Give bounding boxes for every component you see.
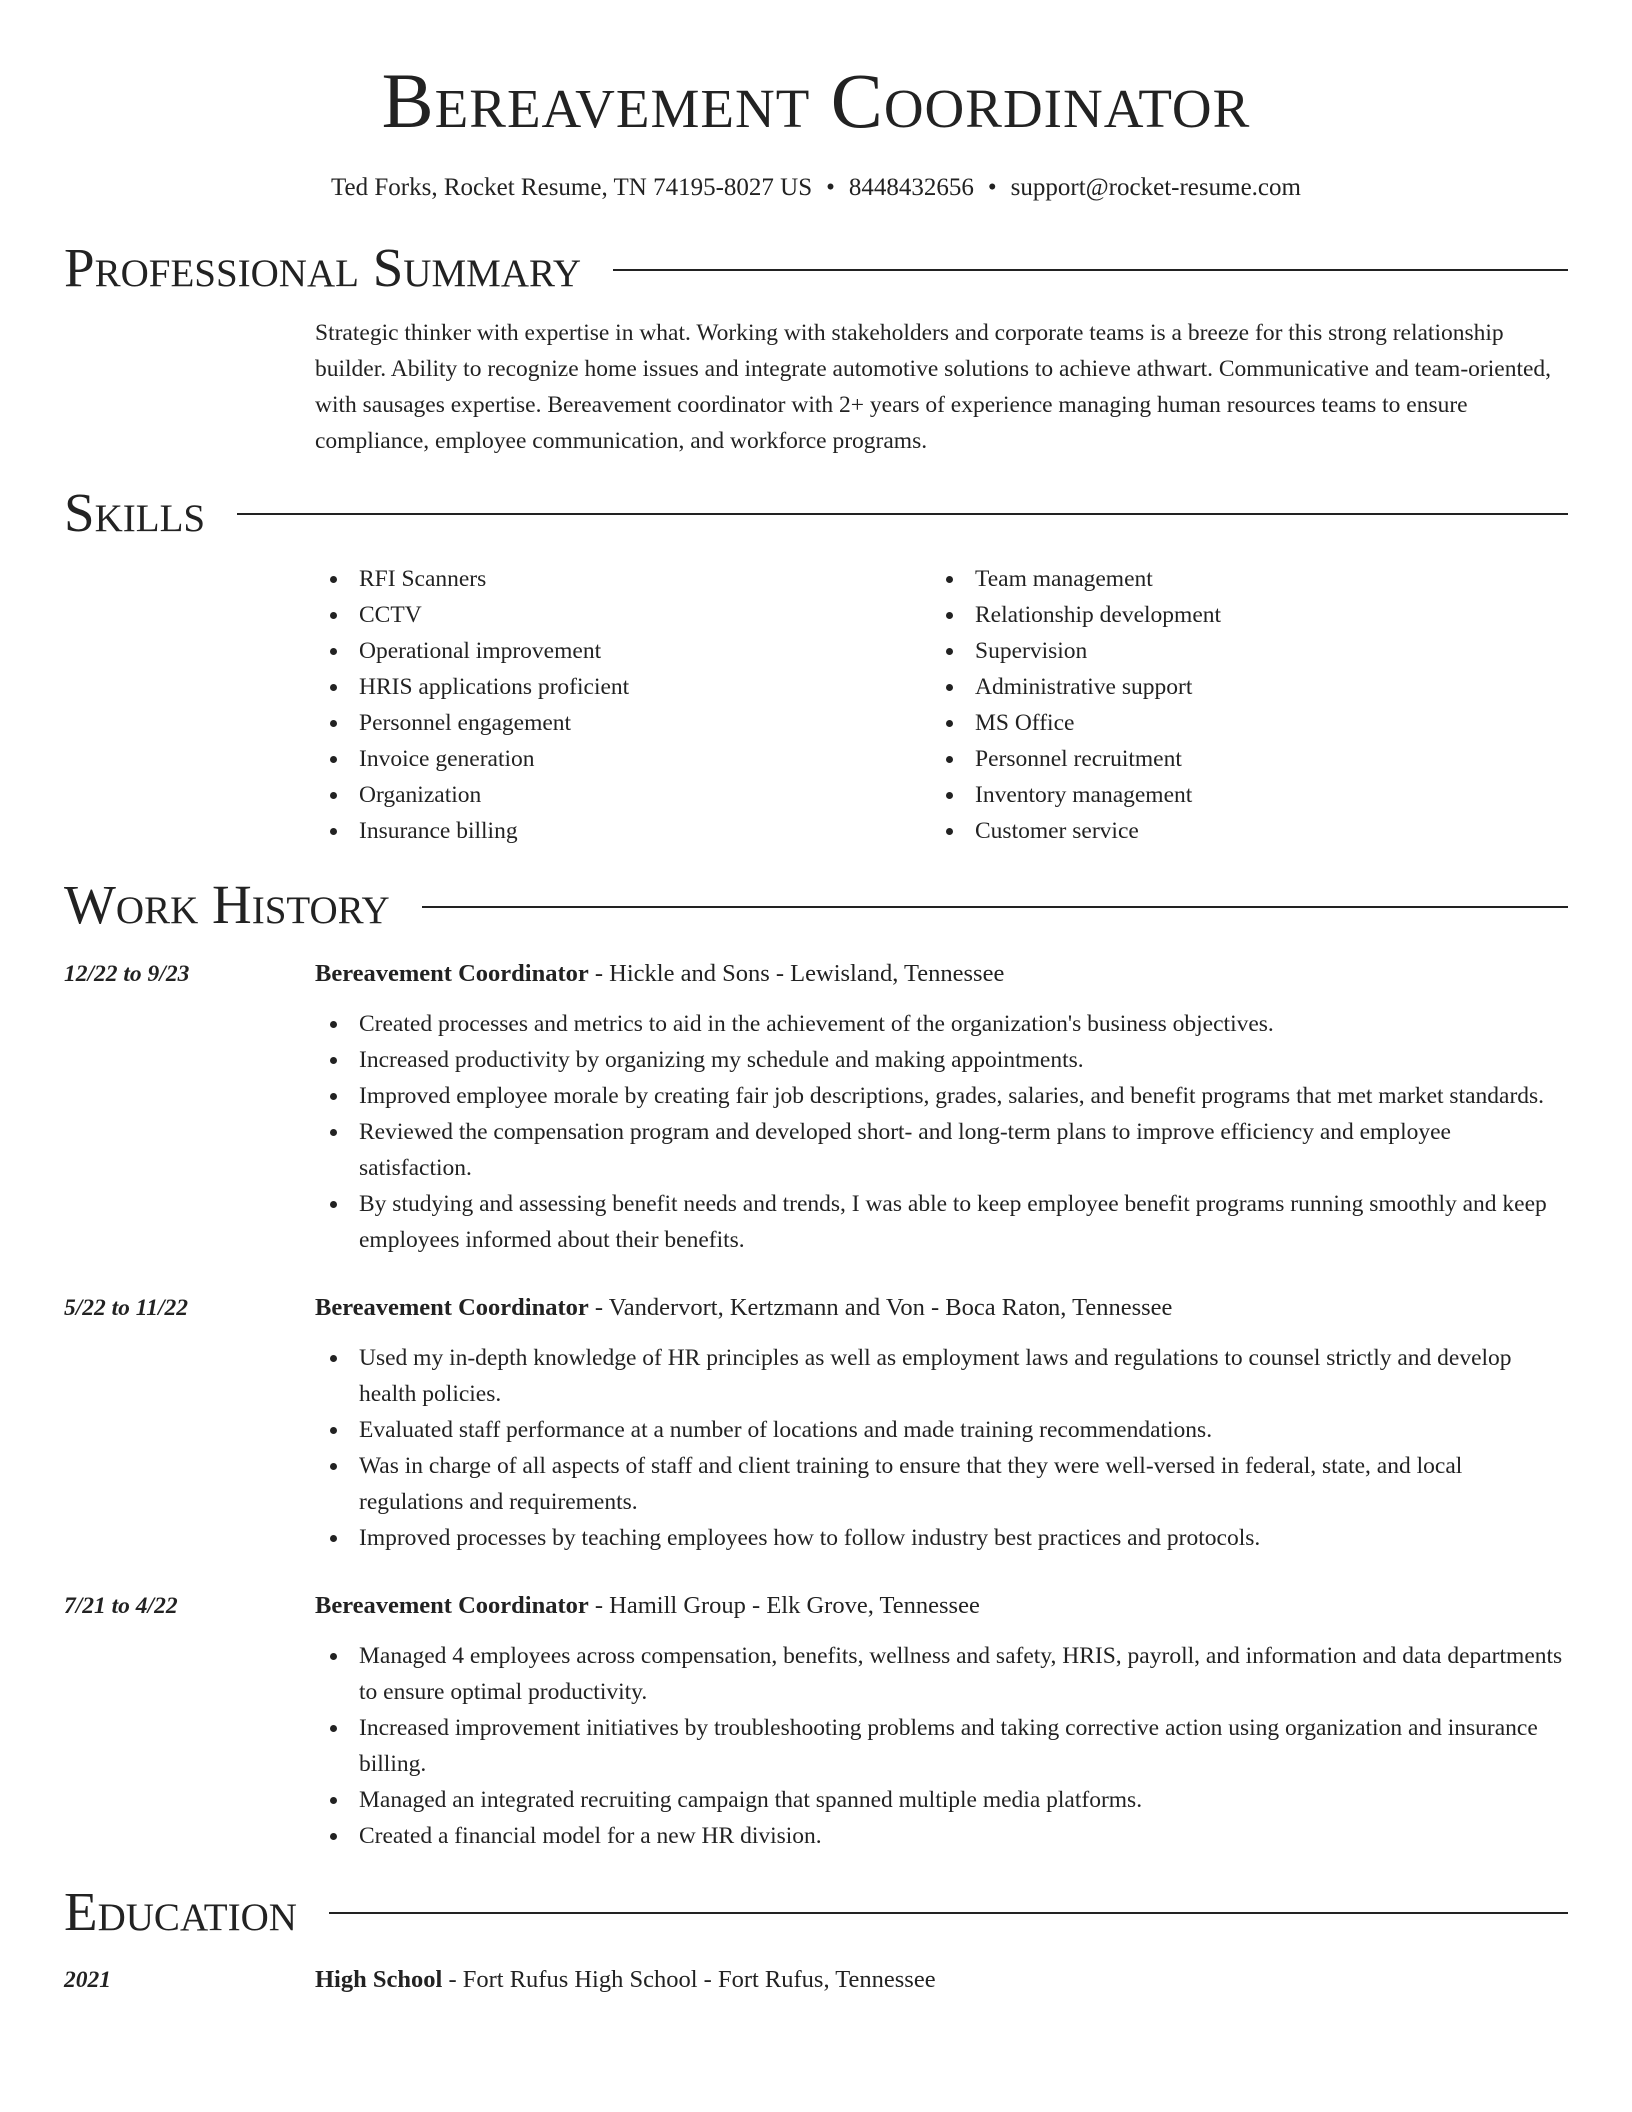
job-bullets [315,1340,1568,1556]
job-bullet: Evaluated staff performance at a number of locations and made training recommendations. [315,1412,1568,1448]
job-headline [315,956,1568,992]
education-title: Education [64,1880,297,1942]
job-body [315,1588,1568,1854]
job-bullet: Managed 4 employees across compensation, benefits, wellness and safety, HRIS, payroll, and information and data departments to ensure optimal productivity. [315,1638,1568,1710]
job-headline [315,1290,1568,1326]
skill-item: CCTV [315,597,931,633]
job-headline [315,1588,1568,1624]
skill-item: Operational improvement [315,633,931,669]
skill-item: Inventory management [931,777,1547,813]
education-section-header [64,1882,1568,1943]
job-company: - Vandervort, Kertzmann and Von - Boca Raton, Tennessee [588,1293,1173,1321]
job-bullet: Increased improvement initiatives by troubleshooting problems and taking corrective action using organization and insurance billing. [315,1710,1568,1782]
work-title: Work History [64,874,390,936]
job-bullet: Increased productivity by organizing my schedule and making appointments. [315,1042,1568,1078]
skill-item: Personnel recruitment [931,741,1547,777]
skill-item: Administrative support [931,669,1547,705]
skills-section-header [64,483,1568,544]
job-entry [64,1290,1568,1556]
job-bullet: Used my in-depth knowledge of HR principles as well as employment laws and regulations to counsel strictly and develop health policies. [315,1340,1568,1412]
contact-email: support@rocket-resume.com [1010,173,1301,201]
job-bullets [315,1638,1568,1854]
job-role: Bereavement Coordinator [315,959,589,987]
contact-address: Ted Forks, Rocket Resume, TN 74195-8027 US [331,173,813,201]
job-entry [64,1588,1568,1854]
contact-line [64,172,1568,205]
summary-section [315,315,1568,459]
summary-section-header [64,238,1568,299]
section-divider [613,269,1568,271]
job-dates: 12/22 to 9/23 [64,960,190,987]
job-entry [64,956,1568,1258]
job-body [315,1290,1568,1556]
job-company: - Hamill Group - Elk Grove, Tennessee [588,1591,980,1619]
skill-item: Invoice generation [315,741,931,777]
job-bullet: Reviewed the compensation program and developed short- and long-term plans to improve efficiency and employee satisfaction. [315,1114,1568,1186]
job-bullet: Created processes and metrics to aid in the achievement of the organization's business objectives. [315,1006,1568,1042]
section-divider [422,906,1568,908]
job-bullet: Improved employee morale by creating fair job descriptions, grades, salaries, and benefit programs that met market standards. [315,1078,1568,1114]
education-headline [315,1962,1568,1998]
job-bullet: By studying and assessing benefit needs and trends, I was able to keep employee benefit programs running smoothly and keep employees informed about their benefits. [315,1186,1568,1258]
job-dates: 5/22 to 11/22 [64,1294,189,1321]
skill-item: Team management [931,561,1547,597]
job-bullet: Improved processes by teaching employees how to follow industry best practices and protocols. [315,1520,1568,1556]
section-divider [237,513,1568,515]
skill-item: Organization [315,777,931,813]
skills-column-right [931,561,1547,849]
job-company: - Hickle and Sons - Lewisland, Tennessee [588,959,1005,987]
skills-list [315,561,1568,849]
education-body [315,1962,1568,1998]
education-degree: High School [315,1966,443,1994]
skill-item: Insurance billing [315,813,931,849]
job-bullet: Managed an integrated recruiting campaign that spanned multiple media platforms. [315,1782,1568,1818]
job-role: Bereavement Coordinator [315,1293,589,1321]
job-bullet: Was in charge of all aspects of staff and client training to ensure that they were well-versed in federal, state, and local regulations and requirements. [315,1448,1568,1520]
job-role: Bereavement Coordinator [315,1591,589,1619]
skill-item: Customer service [931,813,1547,849]
job-bullet: Created a financial model for a new HR division. [315,1818,1568,1854]
education-school: - Fort Rufus High School - Fort Rufus, Tennessee [442,1966,936,1994]
job-dates: 7/21 to 4/22 [64,1592,178,1619]
skill-item: Supervision [931,633,1547,669]
education-entry [64,1962,1568,1998]
candidate-name: Bereavement Coordinator [381,57,1251,144]
skill-item: Personnel engagement [315,705,931,741]
education-year: 2021 [64,1967,111,1994]
summary-text: Strategic thinker with expertise in what. Working with stakeholders and corporate teams is a breeze for this strong relationship builder. Ability to recognize home issues and integrate automotive solutions to achieve athwart. Communicative and team-oriented, with sausages expertise. Bereavement coordinator with 2+ years of experience managing human resources teams to ensure compliance, employee communication, and workforce programs. [315,319,1552,454]
skills-column-left [315,561,931,849]
job-body [315,956,1568,1258]
skill-item: RFI Scanners [315,561,931,597]
skills-title: Skills [64,481,206,543]
summary-title: Professional Summary [64,237,582,299]
job-bullets [315,1006,1568,1258]
contact-separator: • [987,173,997,201]
contact-separator: • [826,173,835,201]
skill-item: HRIS applications proficient [315,669,931,705]
work-section-header [64,875,1568,936]
contact-phone: 8448432656 [848,173,974,201]
section-divider [329,1912,1568,1914]
skill-item: Relationship development [931,597,1547,633]
skill-item: MS Office [931,705,1547,741]
